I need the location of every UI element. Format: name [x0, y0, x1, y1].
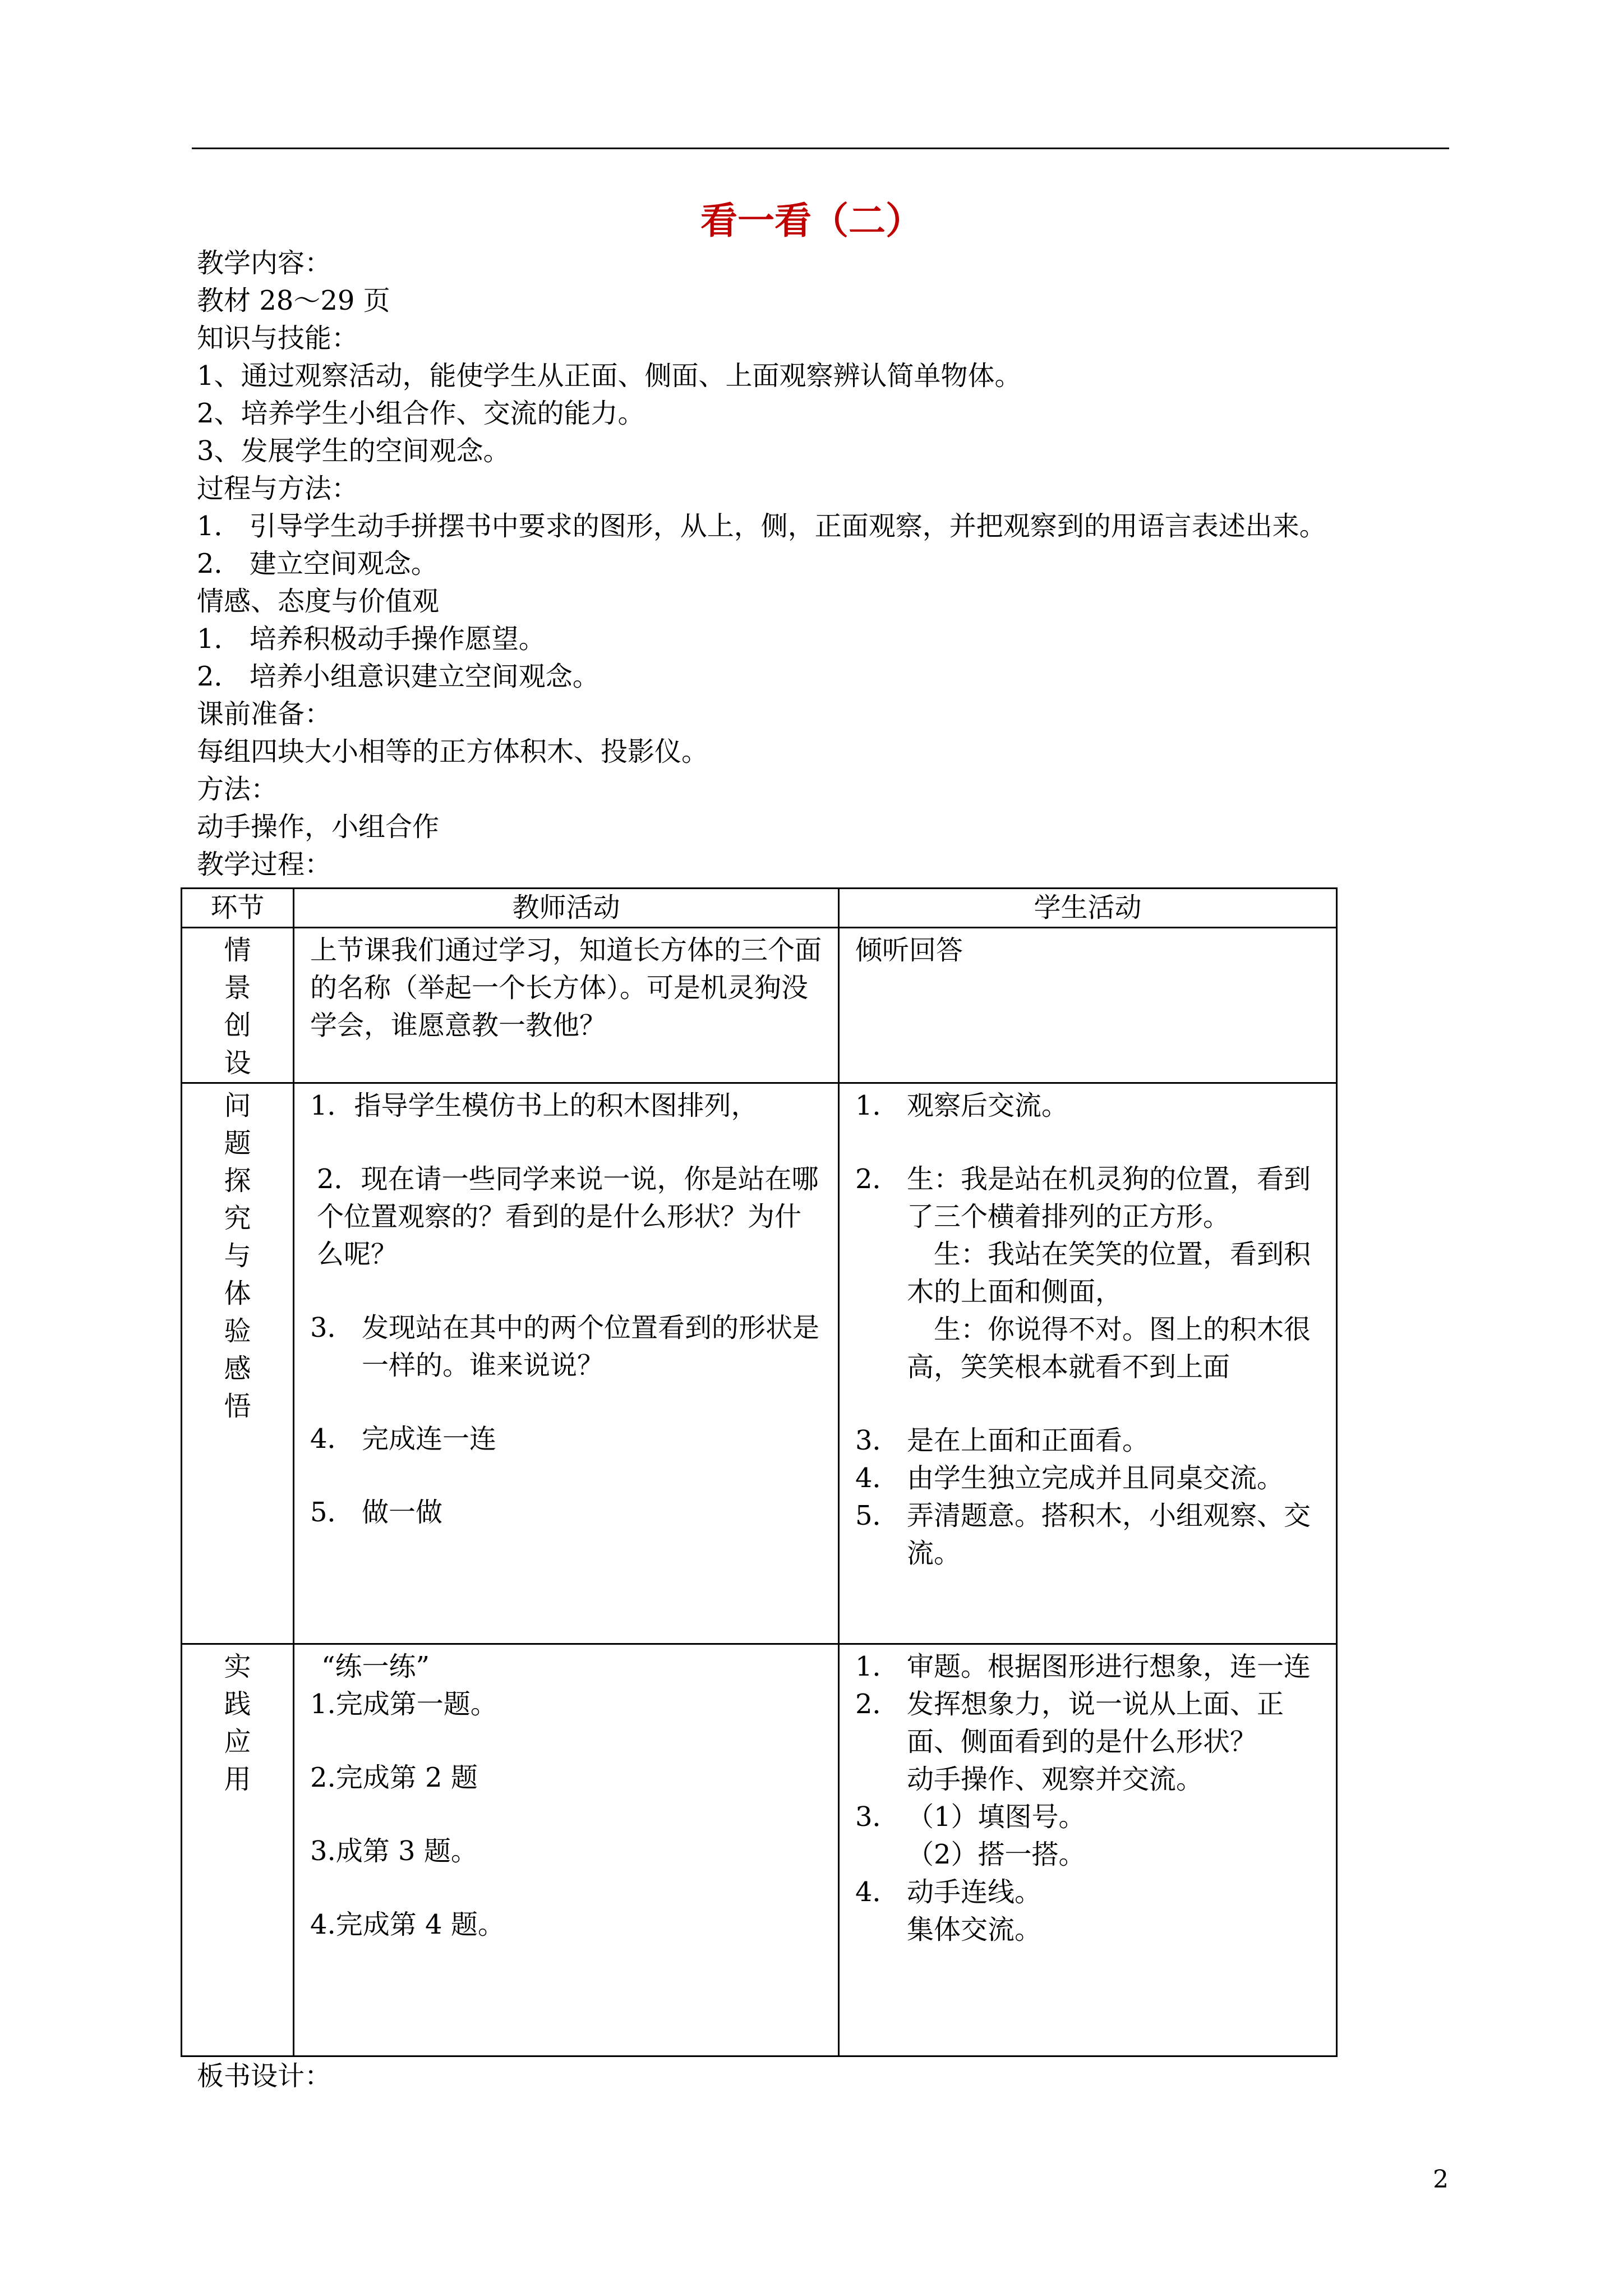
intro-line: 3、发展学生的空间观念。: [197, 435, 510, 467]
table-row: [182, 1083, 1337, 1644]
intro-line: 教学内容：: [197, 247, 332, 279]
lesson-intro: [197, 245, 1431, 884]
board-design-label: 板书设计：: [197, 2060, 332, 2092]
header-stage: 环节: [182, 889, 294, 928]
header-rule: [192, 148, 1449, 149]
teacher-activity-cell: 上节课我们通过学习，知道长方体的三个面的名称（举起一个长方体）。可是机灵狗没学会，谁愿意教一教他？: [294, 928, 839, 1083]
header-student: 学生活动: [839, 889, 1337, 928]
intro-line: 过程与方法：: [197, 473, 359, 504]
teacher-activity-cell: 1．指导学生模仿书上的积木图排列， 2．现在请一些同学来说一说，你是站在哪个位置观察的？看到的是什么形状？为什么呢？ 3． 发现站在其中的两个位置看到的形状是一样的。谁来说说？ 4． 完成连一连 5． 做一做: [294, 1083, 839, 1644]
intro-line: 每组四块大小相等的正方体积木、投影仪。: [197, 736, 709, 767]
intro-line: 教材 28～29 页: [197, 285, 390, 316]
page-title: 看一看（二）: [700, 199, 923, 242]
lesson-process-table: [181, 887, 1338, 2057]
intro-line: 2． 建立空间观念。: [197, 548, 438, 579]
intro-line: 1． 引导学生动手拼摆书中要求的图形，从上，侧，正面观察，并把观察到的用语言表述出来。: [197, 510, 1326, 542]
teacher-activity-cell: “练一练” 1.完成第一题。 2.完成第 2 题 3.成第 3 题。 4.完成第 4 题。: [294, 1644, 839, 2056]
intro-line: 2． 培养小组意识建立空间观念。: [197, 661, 600, 692]
intro-line: 2、培养学生小组合作、交流的能力。: [197, 398, 645, 429]
header-teacher: 教师活动: [294, 889, 839, 928]
intro-line: 知识与技能：: [197, 323, 359, 354]
intro-line: 教学过程：: [197, 849, 332, 880]
page-number: 2: [1433, 2165, 1449, 2194]
student-activity-cell: 1． 审题。根据图形进行想象，连一连 2． 发挥想象力，说一说从上面、正面、侧面看到的是什么形状？ 动手操作、观察并交流。 3． （1）填图号。 （2）搭一搭。 4． 动手连线。 集体交流。: [839, 1644, 1337, 2056]
intro-line: 动手操作，小组合作: [197, 811, 440, 843]
intro-line: 方法：: [197, 774, 278, 805]
intro-line: 情感、态度与价值观: [197, 586, 440, 617]
table-row: [182, 1644, 1337, 2056]
student-activity-cell: 1． 观察后交流。 2． 生：我是站在机灵狗的位置，看到了三个横着排列的正方形。 生：我站在笑笑的位置，看到积木的上面和侧面， 生：你说得不对。图上的积木很高，笑笑根本就看不到上面 3． 是在上面和正面看。 4． 由学生独立完成并且同桌交流。 5． 弄清题意。搭积木，小组观察、交流。: [839, 1083, 1337, 1644]
student-activity-cell: 倾听回答: [839, 928, 1337, 1083]
stage-cell: 实 践 应 用: [182, 1644, 294, 2056]
intro-line: 课前准备：: [197, 698, 332, 730]
table-row: [182, 928, 1337, 1083]
table-header-row: [182, 889, 1337, 928]
stage-cell: 问 题 探 究 与 体 验 感 悟: [182, 1083, 294, 1644]
intro-line: 1． 培养积极动手操作愿望。: [197, 623, 546, 655]
intro-line: 1、通过观察活动，能使学生从正面、侧面、上面观察辨认简单物体。: [197, 360, 1022, 392]
stage-cell: 情 景 创 设: [182, 928, 294, 1083]
